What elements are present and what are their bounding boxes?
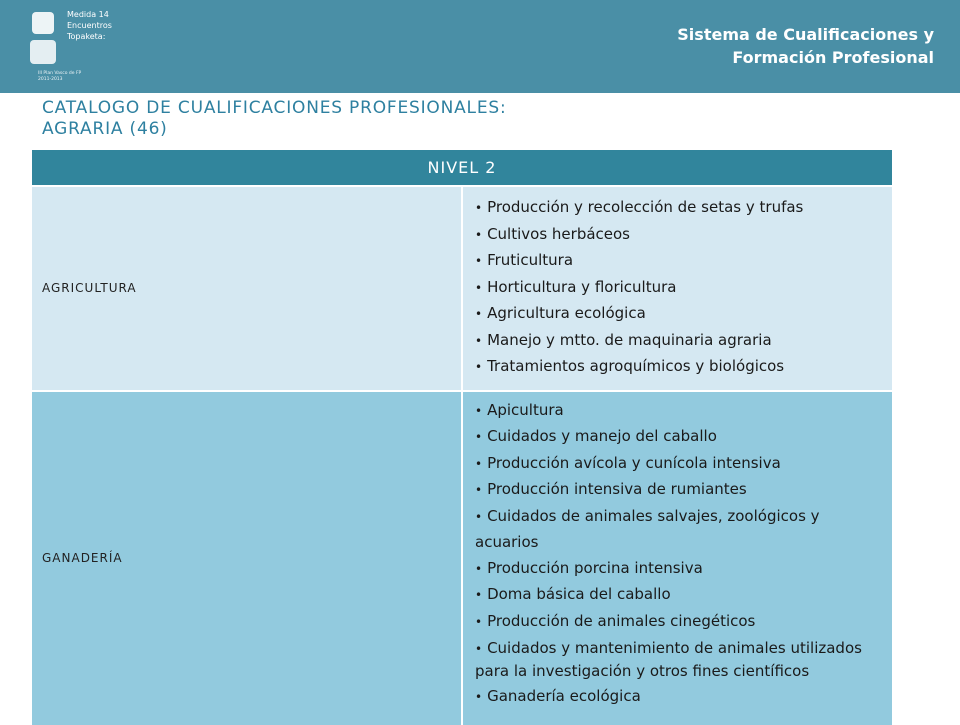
logo-squares-icon [28, 8, 62, 72]
logo-sub-line-1: III Plan Vasco de FP [38, 71, 82, 76]
list-item: • Producción intensiva de rumiantes [475, 477, 882, 504]
items-cell [462, 186, 892, 391]
list-item: • Producción avícola y cunícola intensiva [475, 451, 882, 478]
category-cell: GANADERÍA [32, 391, 462, 725]
logo-text [67, 9, 112, 42]
program-logo [28, 8, 138, 86]
table-row-agricultura [32, 186, 892, 391]
list-item: • Ganadería ecológica [475, 684, 882, 711]
table-row-ganaderia [32, 391, 892, 725]
list-item: • Fruticultura [475, 248, 882, 275]
level-header: NIVEL 2 [32, 150, 892, 186]
list-item: • Cuidados y mantenimiento de animales utilizados para la investigación y otros fines científicos [475, 635, 882, 684]
list-item: • Horticultura y floricultura [475, 275, 882, 302]
category-cell: AGRICULTURA [32, 186, 462, 391]
list-item: • Apicultura [475, 398, 882, 425]
list-item: • Cultivos herbáceos [475, 222, 882, 249]
logo-square-bottom [30, 40, 56, 64]
qualifications-table [32, 150, 892, 725]
list-item: • Agricultura ecológica [475, 301, 882, 328]
logo-square-top [32, 12, 54, 34]
list-item: • Tratamientos agroquímicos y biológicos [475, 354, 882, 381]
qualification-list [475, 195, 882, 381]
system-title [677, 23, 934, 69]
list-item: • Manejo y mtto. de maquinaria agraria [475, 328, 882, 355]
system-title-line-1: Sistema de Cualificaciones y [677, 25, 934, 44]
list-item: • Producción de animales cinegéticos [475, 609, 882, 636]
header-banner [0, 0, 960, 93]
list-item: • Doma básica del caballo [475, 582, 882, 609]
list-item: • Cuidados de animales salvajes, zoológicos y acuarios [475, 504, 882, 556]
list-item: • Producción porcina intensiva [475, 556, 882, 583]
catalog-title-line-2: AGRARIA (46) [42, 119, 168, 139]
system-title-line-2: Formación Profesional [732, 48, 934, 67]
logo-sub-line-2: 2011-2013 [38, 77, 63, 82]
items-cell [462, 391, 892, 725]
logo-line-3: Topaketa: [67, 32, 106, 41]
catalog-title [42, 98, 506, 140]
list-item: • Producción y recolección de setas y trufas [475, 195, 882, 222]
table-header-row [32, 150, 892, 186]
qualification-list [475, 398, 882, 711]
logo-line-1: Medida 14 [67, 10, 109, 19]
logo-subtext [38, 71, 81, 83]
logo-line-2: Encuentros [67, 21, 112, 30]
catalog-title-line-1: CATALOGO DE CUALIFICACIONES PROFESIONALES: [42, 98, 507, 118]
list-item: • Cuidados y manejo del caballo [475, 424, 882, 451]
